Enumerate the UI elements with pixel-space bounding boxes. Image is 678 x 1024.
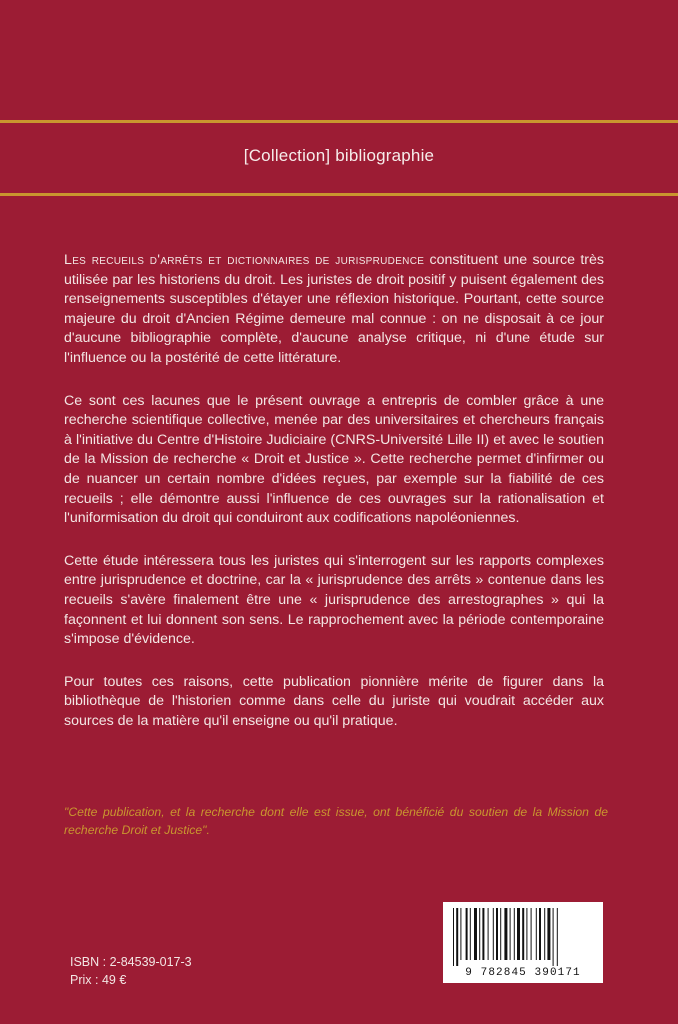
price-text: Prix : 49 € [70,973,127,987]
back-cover-text [64,251,604,754]
bottom-gold-rule [0,193,678,196]
barcode [443,902,603,983]
paragraph-1-text: constituent une source très utilisée par les historiens du droit. Les juristes de droit positif y puisent également des renseignements susceptibles d'étayer une réflexion historique. Pourtant, cette source majeure du droit d'Ancien Régime demeure mal connue : on ne disposait à ce jour d'aucune bibliographie complète, d'aucune analyse critique, ni d'une étude sur l'influence ou la postérité de cette littérature. [64,252,604,366]
funding-note: "Cette publication, et la recherche dont elle est issue, ont bénéficié du soutien de la Mission de recherche Droit et Justice". [64,805,608,837]
isbn-text: ISBN : 2-84539-017-3 [70,955,192,969]
paragraph-2: Ce sont ces lacunes que le présent ouvrage a entrepris de combler grâce à une recherche scientifique collective, menée par des universitaires et chercheurs français à l'initiative du Centre d'Histoire Judiciaire (CNRS-Université Lille II) et avec le soutien de la Mission de recherche « Droit et Justice ». Cette recherche permet d'infirmer ou de nuancer un certain nombre d'idées reçues, par exemple sur la fiabilité de ces recueils ; elle démontre aussi l'influence de ces ouvrages sur la rationalisation et l'uniformisation du droit qui conduiront aux codifications napoléoniennes. [64,392,604,527]
series-title: [Collection] bibliographie [243,146,435,165]
paragraph-3: Cette étude intéressera tous les juristes qui s'interrogent sur les rapports complexes entre jurisprudence et doctrine, car la « jurisprudence des arrêts » contenue dans les recueils s'avère finalement être une « jurisprudence des arrestographes » qui la façonnent et lui donnent son sens. Le rapprochement avec la période contemporaine s'impose d'évidence. [64,552,604,648]
book-meta [70,953,192,989]
barcode-digits: 9 782845 390171 [465,967,581,979]
top-gold-rule [0,120,678,123]
paragraph-4: Pour toutes ces raisons, cette publication pionnière mérite de figurer dans la bibliothèque de l'historien comme dans celle du juriste qui voudrait accéder aux sources de la matière qu'il enseigne ou qu'il pratique. [64,673,604,729]
barcode-bars-icon [451,908,595,966]
paragraph-1 [64,251,604,369]
paragraph-1-smallcaps: Les recueils d'arrêts et dictionnaires de jurisprudence [64,252,425,268]
